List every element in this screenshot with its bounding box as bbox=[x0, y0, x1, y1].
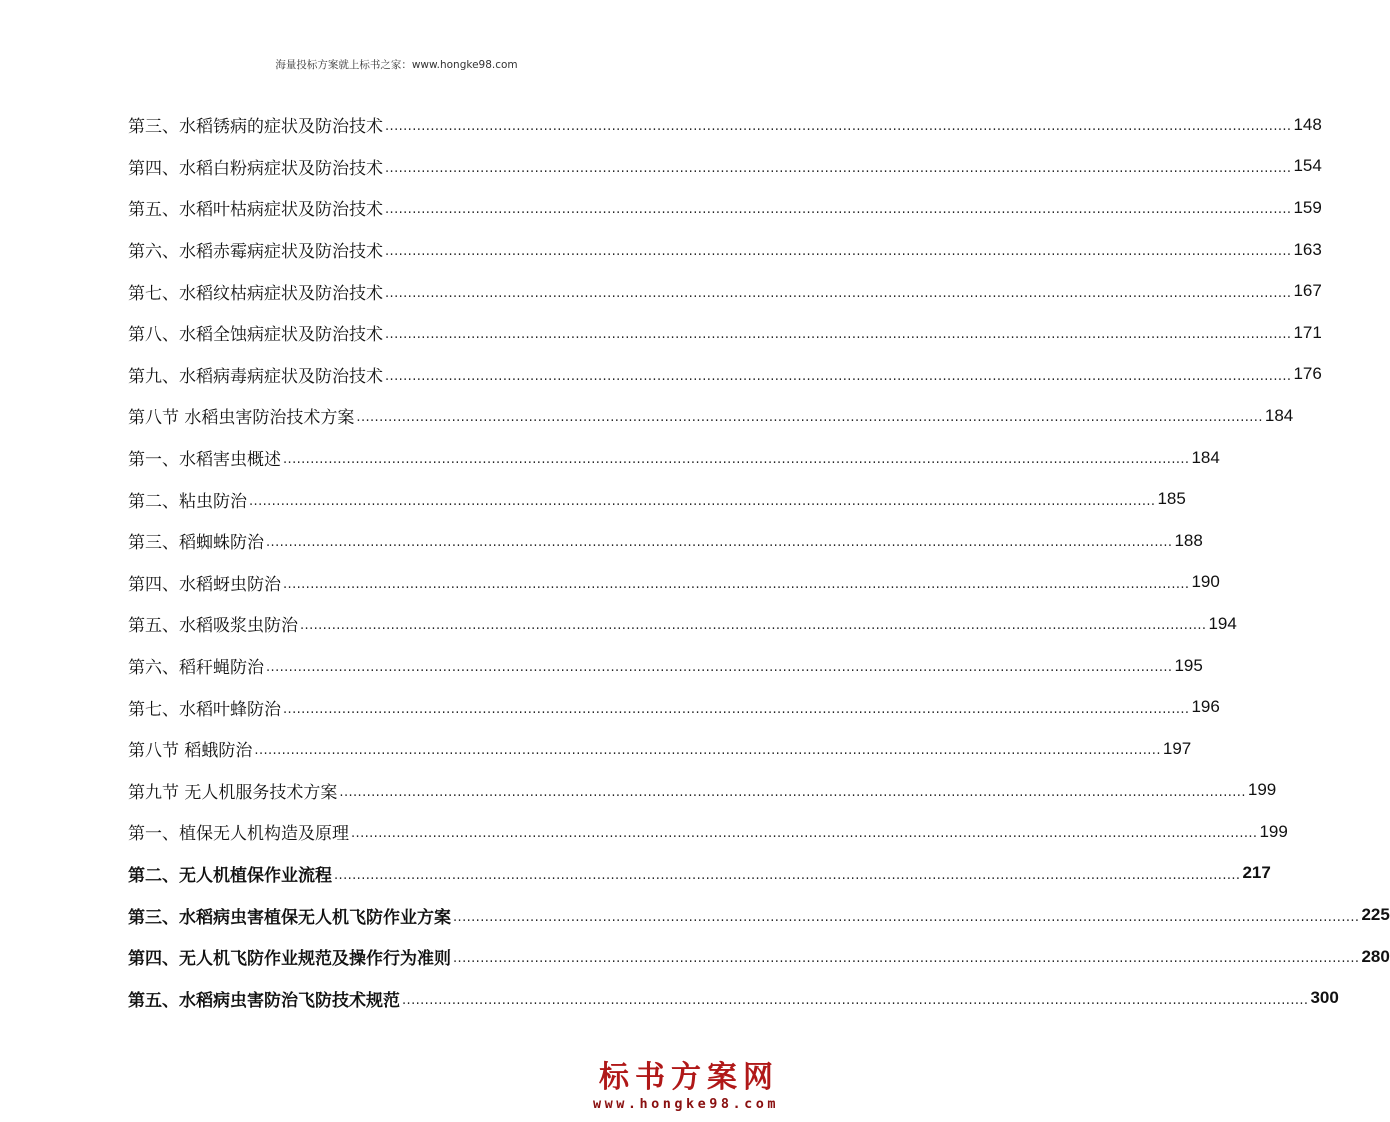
toc-entry[interactable] bbox=[128, 104, 1322, 146]
toc-entry-title: 第一、植保无人机构造及原理 bbox=[128, 824, 349, 845]
toc-entry[interactable] bbox=[128, 354, 1322, 396]
table-of-contents bbox=[128, 104, 1390, 1019]
toc-entry[interactable] bbox=[128, 936, 1390, 978]
toc-entry[interactable] bbox=[128, 811, 1288, 853]
toc-entry-title: 第八节 稻蛾防治 bbox=[128, 741, 253, 762]
toc-entry-page-number: 185 bbox=[1157, 489, 1186, 509]
toc-entry-page-number: 195 bbox=[1174, 655, 1203, 675]
toc-entry-page-number: 188 bbox=[1174, 530, 1203, 550]
toc-dot-leader: ........................................................................................................................................................................................................ bbox=[453, 909, 1360, 925]
toc-dot-leader: ........................................................................................................................................................................................................ bbox=[385, 327, 1292, 343]
toc-dot-leader: ........................................................................................................................................................................................................ bbox=[385, 285, 1292, 301]
toc-entry-page-number: 199 bbox=[1259, 821, 1288, 841]
toc-dot-leader: ........................................................................................................................................................................................................ bbox=[283, 452, 1190, 468]
watermark-logo bbox=[592, 1060, 779, 1112]
toc-dot-leader: ........................................................................................................................................................................................................ bbox=[453, 951, 1360, 967]
toc-entry-title: 第五、水稻吸浆虫防治 bbox=[128, 616, 298, 637]
toc-entry-title: 第四、水稻蚜虫防治 bbox=[128, 574, 281, 595]
toc-entry[interactable] bbox=[128, 603, 1237, 645]
toc-entry-title: 第八、水稻全蚀病症状及防治技术 bbox=[128, 325, 383, 346]
watermark-title: 标书方案网 bbox=[599, 1060, 779, 1095]
toc-entry-page-number: 184 bbox=[1264, 405, 1294, 425]
toc-entry-page-number: 184 bbox=[1191, 447, 1220, 467]
toc-entry-page-number: 163 bbox=[1293, 239, 1322, 259]
toc-entry[interactable] bbox=[128, 229, 1322, 271]
toc-entry-title: 第一、水稻害虫概述 bbox=[128, 450, 281, 471]
toc-entry-page-number: 194 bbox=[1208, 613, 1237, 633]
toc-entry[interactable] bbox=[128, 645, 1203, 687]
page-header: 海量投标方案就上标书之家：www.hongke98.com bbox=[275, 59, 518, 71]
toc-entry-title: 第九节 无人机服务技术方案 bbox=[128, 782, 338, 803]
toc-entry[interactable] bbox=[128, 478, 1186, 520]
toc-entry-title: 第二、粘虫防治 bbox=[128, 491, 247, 512]
toc-entry-page-number: 190 bbox=[1191, 572, 1220, 592]
toc-entry-page-number: 197 bbox=[1162, 738, 1192, 758]
toc-dot-leader: ........................................................................................................................................................................................................ bbox=[385, 119, 1292, 135]
toc-entry-page-number: 167 bbox=[1293, 281, 1322, 301]
toc-dot-leader: ........................................................................................................................................................................................................ bbox=[300, 618, 1207, 634]
toc-entry-title: 第五、水稻病虫害防治飞防技术规范 bbox=[128, 990, 400, 1011]
toc-entry[interactable] bbox=[128, 686, 1220, 728]
toc-dot-leader: ........................................................................................................................................................................................................ bbox=[385, 160, 1292, 176]
toc-entry-page-number: 196 bbox=[1191, 697, 1220, 717]
toc-entry[interactable] bbox=[128, 270, 1322, 312]
toc-entry-title: 第二、无人机植保作业流程 bbox=[128, 865, 332, 886]
toc-entry-page-number: 148 bbox=[1293, 114, 1322, 134]
toc-entry-page-number: 176 bbox=[1293, 364, 1322, 384]
toc-entry-title: 第六、水稻赤霉病症状及防治技术 bbox=[128, 242, 383, 263]
toc-entry-page-number: 199 bbox=[1247, 780, 1277, 800]
toc-entry[interactable] bbox=[128, 395, 1294, 437]
toc-dot-leader: ........................................................................................................................................................................................................ bbox=[351, 826, 1258, 842]
toc-entry-title: 第三、稻蜘蛛防治 bbox=[128, 533, 264, 554]
toc-dot-leader: ........................................................................................................................................................................................................ bbox=[402, 992, 1309, 1008]
toc-entry[interactable] bbox=[128, 146, 1322, 188]
toc-entry[interactable] bbox=[128, 894, 1390, 936]
toc-entry-title: 第五、水稻叶枯病症状及防治技术 bbox=[128, 200, 383, 221]
toc-entry-title: 第三、水稻锈病的症状及防治技术 bbox=[128, 117, 383, 138]
toc-entry[interactable] bbox=[128, 770, 1277, 812]
toc-entry-page-number: 159 bbox=[1293, 197, 1322, 217]
toc-entry-title: 第四、无人机飞防作业规范及操作行为准则 bbox=[128, 949, 451, 970]
toc-dot-leader: ........................................................................................................................................................................................................ bbox=[334, 867, 1241, 883]
toc-entry-title: 第八节 水稻虫害防治技术方案 bbox=[128, 408, 355, 429]
toc-entry-title: 第三、水稻病虫害植保无人机飞防作业方案 bbox=[128, 907, 451, 928]
toc-entry-page-number: 154 bbox=[1293, 156, 1322, 176]
toc-entry-title: 第七、水稻叶蜂防治 bbox=[128, 699, 281, 720]
toc-entry-title: 第四、水稻白粉病症状及防治技术 bbox=[128, 158, 383, 179]
toc-entry[interactable] bbox=[128, 437, 1220, 479]
toc-entry-title: 第九、水稻病毒病症状及防治技术 bbox=[128, 366, 383, 387]
toc-dot-leader: ........................................................................................................................................................................................................ bbox=[385, 244, 1292, 260]
toc-entry[interactable] bbox=[128, 562, 1220, 604]
watermark-url: www.hongke98.com bbox=[592, 1096, 779, 1112]
toc-entry[interactable] bbox=[128, 977, 1339, 1019]
toc-dot-leader: ........................................................................................................................................................................................................ bbox=[249, 493, 1156, 509]
toc-entry[interactable] bbox=[128, 520, 1203, 562]
toc-dot-leader: ........................................................................................................................................................................................................ bbox=[283, 701, 1190, 717]
toc-entry[interactable] bbox=[128, 728, 1192, 770]
toc-dot-leader: ........................................................................................................................................................................................................ bbox=[254, 743, 1161, 759]
toc-entry-title: 第七、水稻纹枯病症状及防治技术 bbox=[128, 283, 383, 304]
toc-dot-leader: ........................................................................................................................................................................................................ bbox=[385, 368, 1292, 384]
toc-entry-page-number: 280 bbox=[1361, 946, 1390, 966]
toc-entry-page-number: 217 bbox=[1242, 863, 1271, 883]
toc-dot-leader: ........................................................................................................................................................................................................ bbox=[266, 535, 1173, 551]
toc-entry[interactable] bbox=[128, 187, 1322, 229]
toc-dot-leader: ........................................................................................................................................................................................................ bbox=[266, 660, 1173, 676]
toc-dot-leader: ........................................................................................................................................................................................................ bbox=[283, 576, 1190, 592]
toc-entry-page-number: 225 bbox=[1361, 905, 1390, 925]
toc-entry-page-number: 171 bbox=[1293, 322, 1322, 342]
toc-entry-page-number: 300 bbox=[1310, 988, 1339, 1008]
toc-entry[interactable] bbox=[128, 312, 1322, 354]
toc-dot-leader: ........................................................................................................................................................................................................ bbox=[356, 410, 1263, 426]
toc-entry[interactable] bbox=[128, 853, 1271, 895]
toc-entry-title: 第六、稻秆蝇防治 bbox=[128, 658, 264, 679]
toc-dot-leader: ........................................................................................................................................................................................................ bbox=[339, 784, 1246, 800]
toc-dot-leader: ........................................................................................................................................................................................................ bbox=[385, 202, 1292, 218]
